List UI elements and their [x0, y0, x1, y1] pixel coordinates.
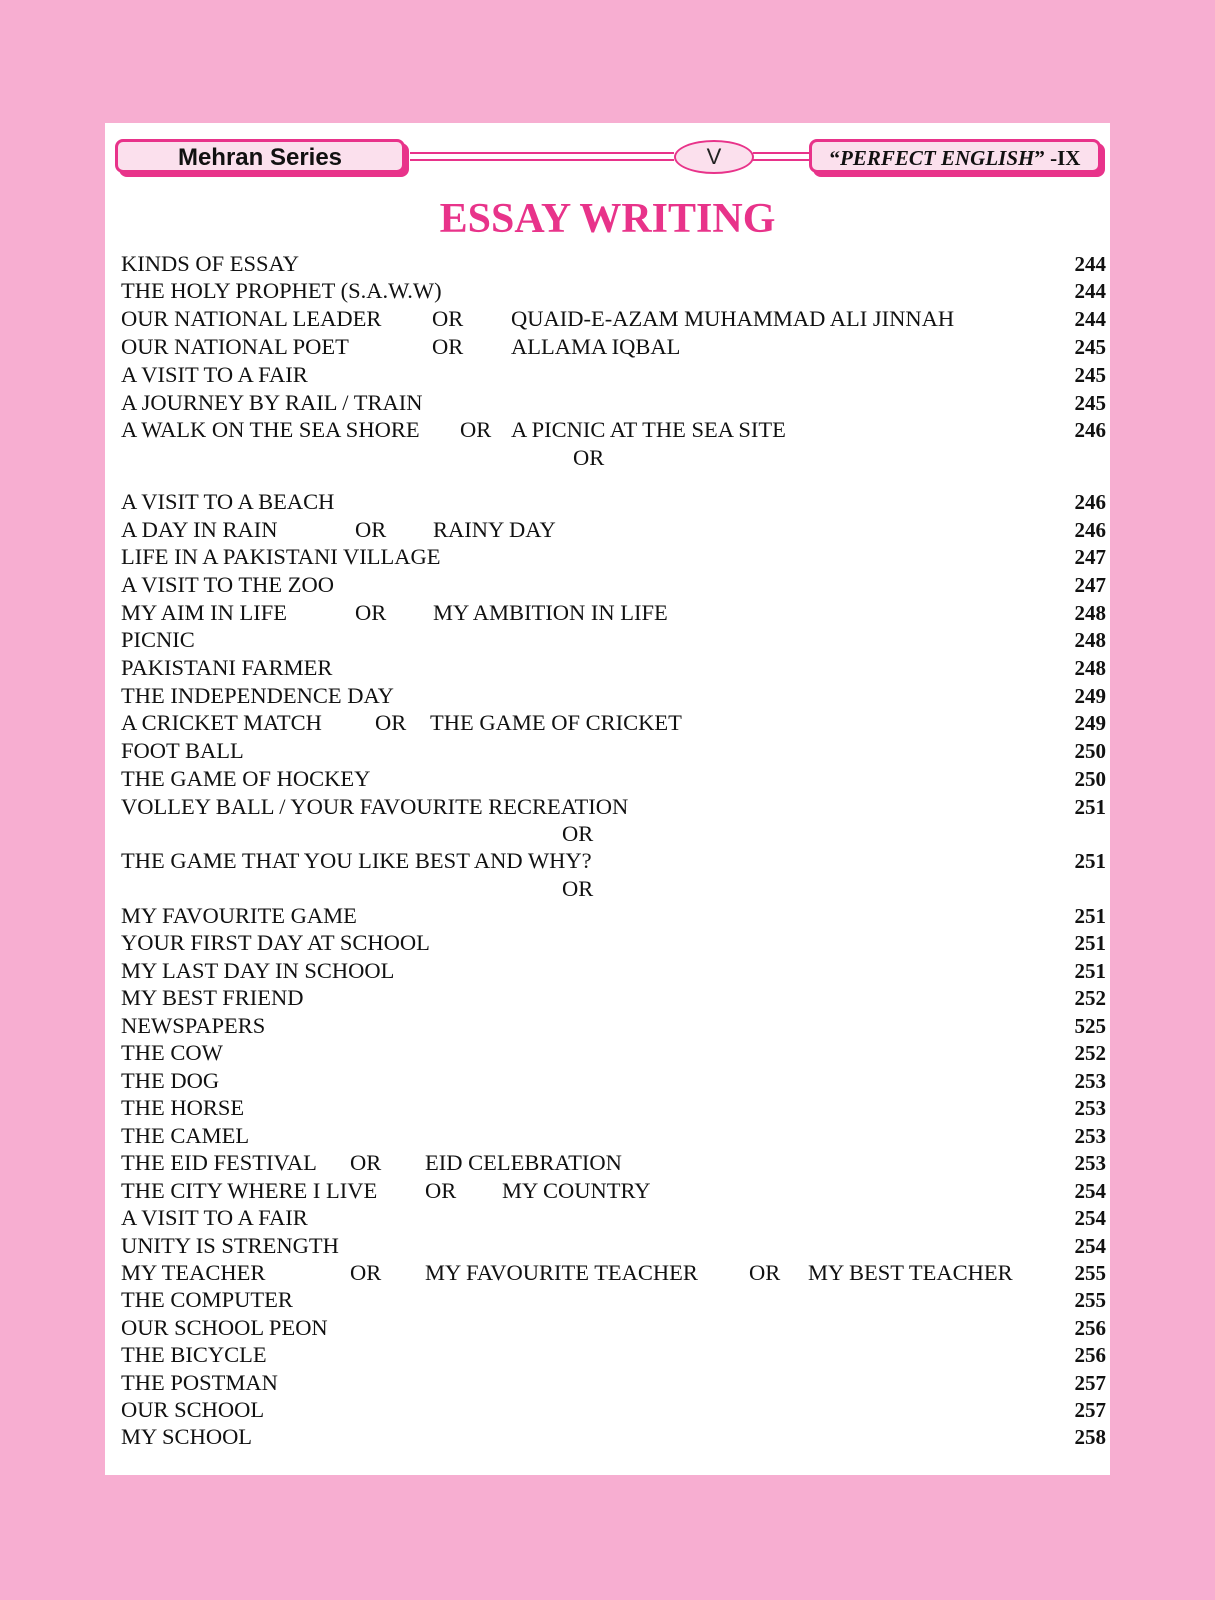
- page-number: 525: [1074, 1014, 1106, 1038]
- page-number: 248: [1074, 601, 1106, 625]
- contents-row: [105, 516, 1110, 544]
- essay-title: MY FAVOURITE TEACHER: [425, 1260, 698, 1285]
- page-sheet: [105, 123, 1110, 1475]
- contents-row: [105, 416, 1110, 444]
- or-separator: OR: [425, 1178, 457, 1203]
- contents-row: [105, 305, 1110, 333]
- or-separator: OR: [562, 876, 594, 901]
- page-number: 251: [1074, 795, 1106, 819]
- essay-title: A PICNIC AT THE SEA SITE: [511, 417, 786, 442]
- contents-row: [105, 626, 1110, 654]
- or-separator: OR: [749, 1260, 781, 1285]
- contents-row: [105, 599, 1110, 627]
- contents-row: [105, 793, 1110, 821]
- page-number: 246: [1074, 418, 1106, 442]
- page-number: 253: [1074, 1151, 1106, 1175]
- or-separator: OR: [350, 1260, 382, 1285]
- contents-row: [105, 682, 1110, 710]
- page-number: 254: [1074, 1179, 1106, 1203]
- or-separator-line: [105, 444, 1110, 472]
- page-number: 244: [1074, 279, 1106, 303]
- essay-title: OUR SCHOOL PEON: [121, 1315, 328, 1340]
- or-separator: OR: [432, 306, 464, 331]
- essay-title: A VISIT TO A FAIR: [121, 362, 308, 387]
- contents-row: [105, 1314, 1110, 1342]
- or-separator-line: [105, 875, 1110, 903]
- contents-row: [105, 1369, 1110, 1397]
- page-number: 251: [1074, 959, 1106, 983]
- contents-row: [105, 1204, 1110, 1232]
- series-label-box: [115, 139, 405, 173]
- contents-row: [105, 389, 1110, 417]
- essay-title: THE BICYCLE: [121, 1342, 267, 1367]
- page-number: 256: [1074, 1316, 1106, 1340]
- essay-title: THE GAME OF CRICKET: [430, 710, 682, 735]
- essay-title: MY AMBITION IN LIFE: [433, 600, 668, 625]
- page-number: 255: [1074, 1288, 1106, 1312]
- page-number: 253: [1074, 1069, 1106, 1093]
- contents-row: [105, 488, 1110, 516]
- essay-title: A VISIT TO A FAIR: [121, 1205, 308, 1230]
- series-label: Mehran Series: [177, 144, 343, 171]
- page-number: 245: [1074, 391, 1106, 415]
- essay-title: THE COMPUTER: [121, 1287, 293, 1312]
- page-number: 254: [1074, 1234, 1106, 1258]
- essay-title: LIFE IN A PAKISTANI VILLAGE: [121, 544, 441, 569]
- page-number: 249: [1074, 684, 1106, 708]
- page-number: 244: [1074, 252, 1106, 276]
- essay-title: THE GAME OF HOCKEY: [121, 766, 371, 791]
- contents-row: [105, 1012, 1110, 1040]
- page-number: 255: [1074, 1261, 1106, 1285]
- contents-row: [105, 765, 1110, 793]
- contents-row: [105, 1094, 1110, 1122]
- contents-row: [105, 1423, 1110, 1451]
- contents-row: [105, 1122, 1110, 1150]
- essay-title: MY TEACHER: [121, 1260, 266, 1285]
- or-separator: OR: [355, 600, 387, 625]
- contents-row: [105, 543, 1110, 571]
- contents-row: [105, 902, 1110, 930]
- header-rule-left: [410, 152, 674, 161]
- page-number: 247: [1074, 573, 1106, 597]
- essay-title: THE CITY WHERE I LIVE: [121, 1178, 378, 1203]
- essay-title: FOOT BALL: [121, 738, 244, 763]
- contents-row: [105, 571, 1110, 599]
- page-number: 246: [1074, 490, 1106, 514]
- page-number: 250: [1074, 767, 1106, 791]
- essay-title: NEWSPAPERS: [121, 1013, 266, 1038]
- essay-title: EID CELEBRATION: [425, 1150, 622, 1175]
- essay-title: QUAID-E-AZAM MUHAMMAD ALI JINNAH: [511, 306, 955, 331]
- essay-title: OUR NATIONAL POET: [121, 334, 349, 359]
- contents-row: [105, 1286, 1110, 1314]
- essay-title: RAINY DAY: [433, 517, 556, 542]
- page-number: 257: [1074, 1371, 1106, 1395]
- or-separator: OR: [562, 821, 594, 846]
- page-number: 253: [1074, 1096, 1106, 1120]
- contents-row: [105, 1396, 1110, 1424]
- or-separator: OR: [350, 1150, 382, 1175]
- essay-title: OUR SCHOOL: [121, 1397, 265, 1422]
- essay-title: MY BEST TEACHER: [808, 1260, 1013, 1285]
- contents-row: [105, 1177, 1110, 1205]
- page-number: 252: [1074, 986, 1106, 1010]
- page-number-roman: V: [674, 140, 754, 174]
- contents-row: [105, 737, 1110, 765]
- contents-row: [105, 929, 1110, 957]
- or-separator: OR: [355, 517, 387, 542]
- essay-title: A VISIT TO THE ZOO: [121, 572, 334, 597]
- page-number: 248: [1074, 628, 1106, 652]
- essay-title: THE EID FESTIVAL: [121, 1150, 317, 1175]
- contents-row: [105, 1232, 1110, 1260]
- page-number: 251: [1074, 904, 1106, 928]
- essay-title: THE HORSE: [121, 1095, 245, 1120]
- contents-row: [105, 361, 1110, 389]
- contents-row: [105, 1149, 1110, 1177]
- essay-title: MY SCHOOL: [121, 1424, 253, 1449]
- page-number: 254: [1074, 1206, 1106, 1230]
- contents-row: [105, 333, 1110, 361]
- contents-row: [105, 984, 1110, 1012]
- contents-row: [105, 957, 1110, 985]
- page-number: 258: [1074, 1425, 1106, 1449]
- essay-title: A DAY IN RAIN: [121, 517, 278, 542]
- page-number: 247: [1074, 545, 1106, 569]
- contents-row: [105, 709, 1110, 737]
- contents-row: [105, 847, 1110, 875]
- page-number: 253: [1074, 1124, 1106, 1148]
- page-number: 251: [1074, 931, 1106, 955]
- essay-title: THE INDEPENDENCE DAY: [121, 683, 394, 708]
- essay-title: THE HOLY PROPHET (S.A.W.W): [121, 278, 442, 303]
- essay-title: THE GAME THAT YOU LIKE BEST AND WHY?: [121, 848, 592, 873]
- section-title: ESSAY WRITING: [439, 196, 776, 242]
- page-number: 245: [1074, 363, 1106, 387]
- page-number: 244: [1074, 307, 1106, 331]
- page-number: 251: [1074, 849, 1106, 873]
- page-number: 249: [1074, 711, 1106, 735]
- essay-title: THE DOG: [121, 1068, 220, 1093]
- essay-title: MY LAST DAY IN SCHOOL: [121, 958, 395, 983]
- essay-title: UNITY IS STRENGTH: [121, 1233, 339, 1258]
- contents-row: [105, 1067, 1110, 1095]
- header-rule-right: [753, 152, 811, 161]
- essay-title: ALLAMA IQBAL: [511, 334, 681, 359]
- or-separator: OR: [573, 445, 605, 470]
- contents-row: [105, 277, 1110, 305]
- essay-title: MY AIM IN LIFE: [121, 600, 288, 625]
- essay-title: KINDS OF ESSAY: [121, 251, 299, 276]
- page-number: 246: [1074, 518, 1106, 542]
- page-number: 245: [1074, 335, 1106, 359]
- page-number: 252: [1074, 1041, 1106, 1065]
- page-header: [105, 123, 1110, 193]
- or-separator: OR: [460, 417, 492, 442]
- contents-row: [105, 654, 1110, 682]
- book-title: “PERFECT ENGLISH” -IX: [829, 146, 1081, 170]
- page-number: 250: [1074, 739, 1106, 763]
- page-number: 248: [1074, 656, 1106, 680]
- contents-row: [105, 1039, 1110, 1067]
- essay-title: THE CAMEL: [121, 1123, 250, 1148]
- contents-row: [105, 1259, 1110, 1287]
- essay-title: MY COUNTRY: [502, 1178, 651, 1203]
- essay-title: MY BEST FRIEND: [121, 985, 304, 1010]
- essay-title: THE COW: [121, 1040, 223, 1065]
- or-separator: OR: [375, 710, 407, 735]
- or-separator-line: [105, 820, 1110, 848]
- essay-title: OUR NATIONAL LEADER: [121, 306, 382, 331]
- page-number: 257: [1074, 1398, 1106, 1422]
- essay-title: A CRICKET MATCH: [121, 710, 322, 735]
- contents-row: [105, 1341, 1110, 1369]
- or-separator: OR: [432, 334, 464, 359]
- essay-title: A WALK ON THE SEA SHORE: [121, 417, 420, 442]
- essay-title: THE POSTMAN: [121, 1370, 278, 1395]
- essay-title: A JOURNEY BY RAIL / TRAIN: [121, 390, 423, 415]
- essay-title: PAKISTANI FARMER: [121, 655, 333, 680]
- book-title-box: [809, 139, 1101, 173]
- essay-title: VOLLEY BALL / YOUR FAVOURITE RECREATION: [121, 794, 629, 819]
- essay-title: PICNIC: [121, 627, 195, 652]
- essay-title: YOUR FIRST DAY AT SCHOOL: [121, 930, 430, 955]
- contents-row: [105, 250, 1110, 278]
- page-number: 256: [1074, 1343, 1106, 1367]
- essay-title: A VISIT TO A BEACH: [121, 489, 335, 514]
- essay-title: MY FAVOURITE GAME: [121, 903, 357, 928]
